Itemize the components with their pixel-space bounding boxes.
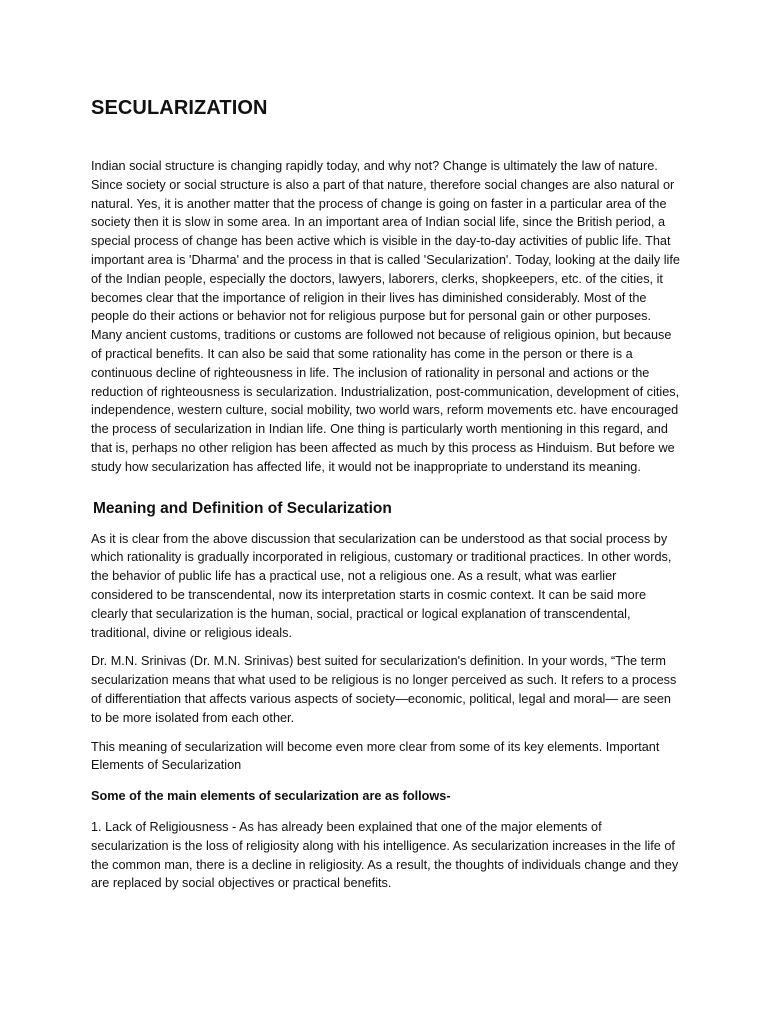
elements-list-heading: Some of the main elements of secularization are as follows-: [91, 789, 451, 804]
srinivas-definition-paragraph: Dr. M.N. Srinivas (Dr. M.N. Srinivas) best suited for secularization's definition. In your words, “The term secularization means that what used to be religious is no longer perceived as such. It refers to a process of differentiation that affects various aspects of society—economic, political, legal and moral— are seen to be more isolated from each other.: [91, 654, 677, 725]
element-item-1: 1. Lack of Religiousness - As has already been explained that one of the major elements of secularization is the loss of religiosity along with his intelligence. As secularization increases in the life of the common man, there is a decline in religiosity. As a result, the thoughts of individuals change and they are replaced by social objectives or practical benefits.: [91, 819, 679, 891]
section-heading-meaning: Meaning and Definition of Secularization: [93, 499, 392, 517]
document-title: SECULARIZATION: [91, 97, 268, 119]
elements-intro-paragraph: This meaning of secularization will become even more clear from some of its key elements. Important Elements of Secularization: [91, 739, 660, 773]
meaning-paragraph: As it is clear from the above discussion that secularization can be understood as that social process by which rationality is gradually incorporated in religious, customary or traditional practices. In other words, the behavior of public life has a practical use, not a religious one. As a result, what was earlier considered to be transcendental, now its interpretation starts in cosmic context. It can be said more clearly that secularization is the human, social, practical or logical explanation of transcendental, traditional, divine or religious ideals.: [91, 531, 672, 640]
intro-paragraph: Indian social structure is changing rapidly today, and why not? Change is ultimately the law of nature. Since society or social structure is also a part of that nature, therefore social changes are also natural or natural. Yes, it is another matter that the process of change is going on faster in a particular area of the society then it is slow in some area. In an important area of Indian social life, since the British period, a special process of change has been active which is visible in the day-to-day activities of public life. That important area is 'Dharma' and the process in that is called 'Secularization'. Today, looking at the daily life of the Indian people, especially the doctors, lawyers, laborers, clerks, shopkeepers, etc. of the cities, it becomes clear that the importance of religion in their lives has diminished considerably. Most of the people do their actions or behavior not for religious purpose but for personal gain or other purposes. Many ancient customs, traditions or customs are followed not because of religious opinion, but because of practical benefits. It can also be said that some rationality has come in the person or there is a continuous decline of righteousness in life. The inclusion of rationality in personal and actions or the reduction of righteousness is secularization. Industrialization, post-communication, development of cities, independence, western culture, social mobility, two world wars, reform movements etc. have encouraged the process of secularization in Indian life. One thing is particularly worth mentioning in this regard, and that is, perhaps no other religion has been affected as much by this process as Hinduism. But before we study how secularization has affected life, it would not be inappropriate to understand its meaning.: [91, 159, 680, 474]
